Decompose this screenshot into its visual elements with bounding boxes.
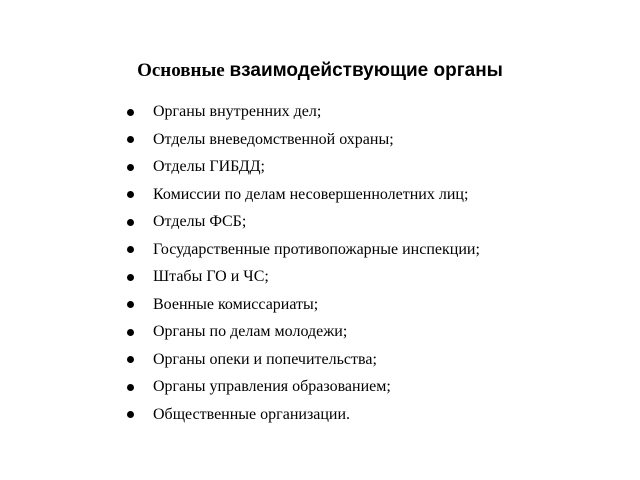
- list-item: [126, 318, 480, 346]
- list-item-text: Общественные организации.: [153, 405, 351, 423]
- bullet-dot-icon: [127, 384, 134, 391]
- list-item: [126, 153, 480, 181]
- bullet-dot-icon: [127, 274, 134, 281]
- list-item: [126, 98, 480, 126]
- slide-title-part2: взаимодействующие органы: [229, 60, 503, 81]
- list-item: [126, 181, 480, 209]
- list-item-text: Отделы ГИБДД;: [153, 158, 265, 175]
- list-item-text: Комиссии по делам несовершеннолетних лиц;: [153, 185, 469, 203]
- bullet-dot-icon: [127, 246, 134, 253]
- bullet-dot-icon: [127, 329, 134, 336]
- bullet-dot-icon: [127, 164, 134, 171]
- list-item: [126, 346, 480, 374]
- list-item: [126, 236, 480, 264]
- list-item-text: Органы внутренних дел;: [153, 103, 322, 120]
- list-item-text: Государственные противопожарные инспекции;: [153, 240, 480, 258]
- bullet-dot-icon: [127, 191, 134, 198]
- list-item: [126, 208, 480, 236]
- bullet-dot-icon: [127, 109, 134, 116]
- list-item: [126, 291, 480, 319]
- list-item-text: Отделы вневедомственной охраны;: [153, 130, 394, 148]
- list-item-text: Военные комиссариаты;: [153, 295, 319, 313]
- list-item-text: Органы по делам молодежи;: [153, 323, 348, 340]
- bullet-dot-icon: [127, 301, 134, 308]
- slide-title: [0, 56, 640, 87]
- slide-title-part1: Основные: [137, 60, 230, 81]
- bullet-dot-icon: [127, 356, 134, 363]
- list-item-text: Органы управления образованием;: [153, 378, 391, 395]
- bullet-list: [126, 98, 480, 428]
- bullet-dot-icon: [127, 136, 134, 143]
- list-item-text: Штабы ГО и ЧС;: [153, 268, 269, 285]
- list-item: [126, 126, 480, 154]
- list-item-text: Отделы ФСБ;: [153, 213, 247, 230]
- list-item: [126, 401, 480, 429]
- list-item: [126, 373, 480, 401]
- list-item: [126, 263, 480, 291]
- list-item-text: Органы опеки и попечительства;: [153, 350, 377, 368]
- bullet-dot-icon: [127, 411, 134, 418]
- bullet-dot-icon: [127, 219, 134, 226]
